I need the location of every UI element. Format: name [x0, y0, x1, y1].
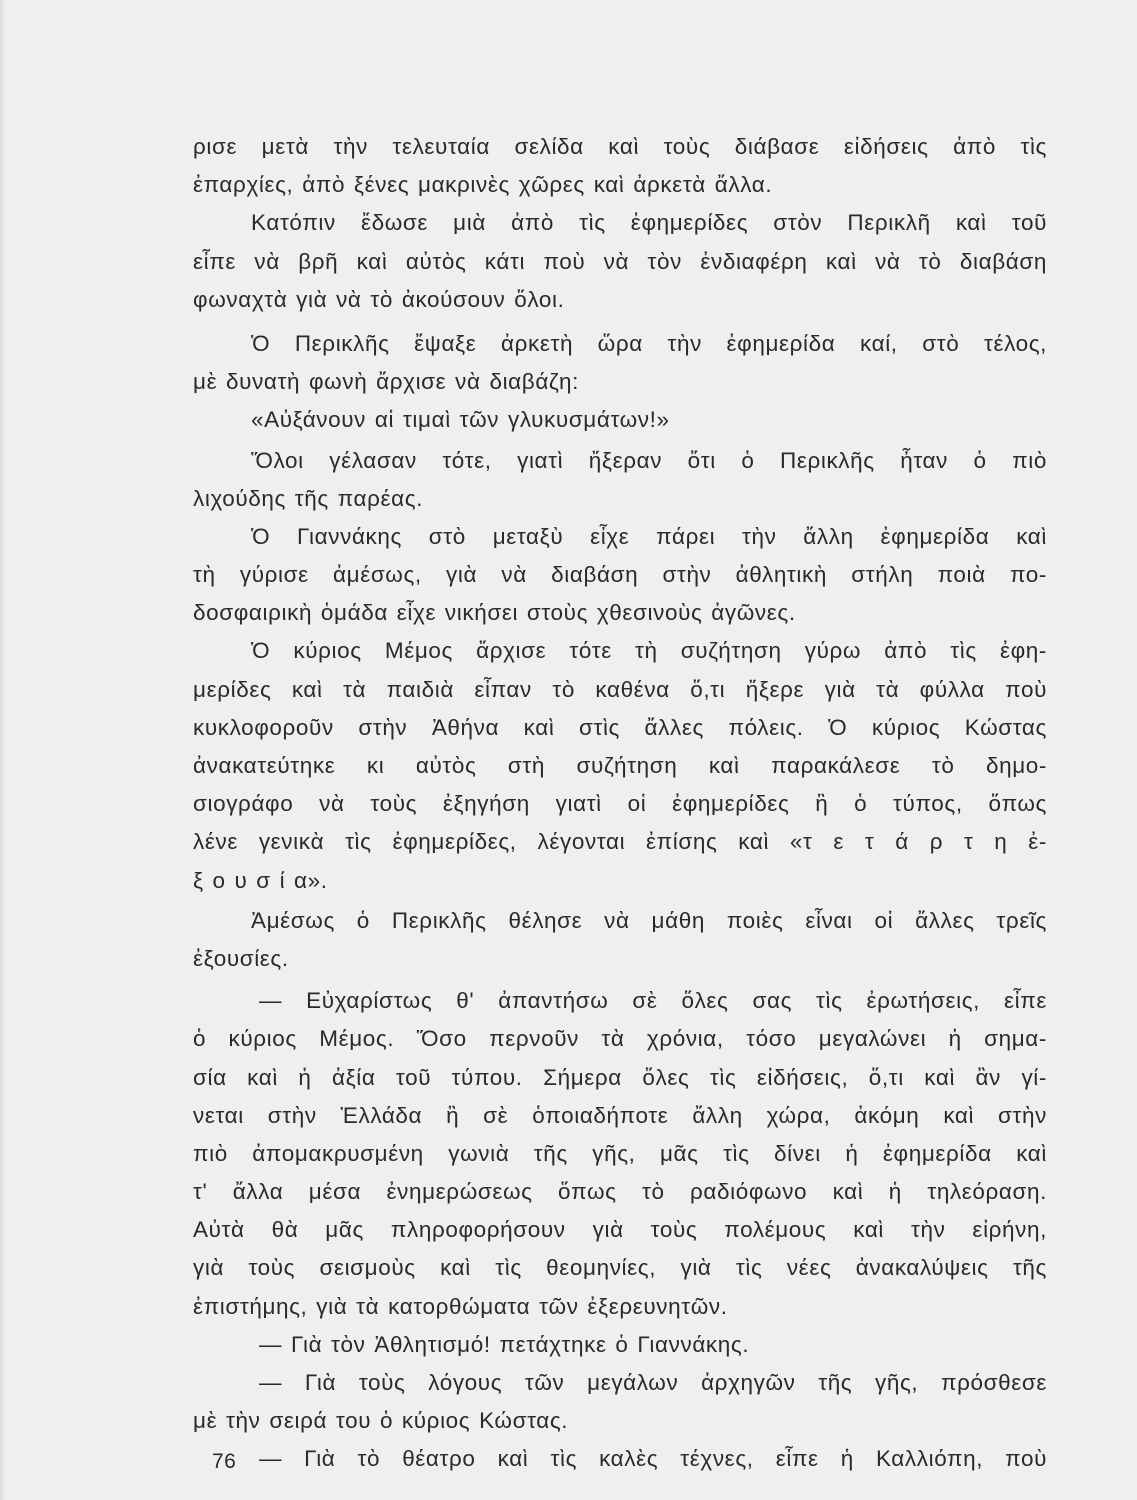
text-line: εἶπε νὰ βρῆ καὶ αὐτὸς κάτι ποὺ νὰ τὸν ἐνδιαφέρη καὶ νὰ τὸ διαβάση: [193, 248, 1047, 274]
body-text: [193, 128, 1047, 1479]
text-line: — Εὐχαρίστως θ' ἀπαντήσω σὲ ὅλες σας τὶς ἐρωτήσεις, εἶπε: [259, 988, 1047, 1014]
text-line: μὲ δυνατὴ φωνὴ ἄρχισε νὰ διαβάζη:: [193, 369, 580, 395]
text-line: σία καὶ ἡ ἀξία τοῦ τύπου. Σήμερα ὅλες τὶς εἰδήσεις, ὅ,τι καὶ ἂν γί-: [193, 1064, 1047, 1090]
text-line: πιὸ ἀπομακρυσμένη γωνιὰ τῆς γῆς, μᾶς τὶς δίνει ἡ ἐφημερίδα καὶ: [193, 1140, 1047, 1166]
text-line: — Γιὰ τοὺς λόγους τῶν μεγάλων ἀρχηγῶν τῆς γῆς, πρόσθεσε: [259, 1370, 1047, 1395]
text-line: Ἀμέσως ὁ Περικλῆς θέλησε νὰ μάθη ποιὲς εἶναι οἱ ἄλλες τρεῖς: [251, 907, 1047, 933]
text-line: φωναχτὰ γιὰ νὰ τὸ ἀκούσουν ὅλοι.: [193, 286, 565, 312]
text-line: λιχούδης τῆς παρέας.: [193, 485, 424, 511]
text-line: ἐξουσίες.: [193, 945, 289, 971]
text-line: ρισε μετὰ τὴν τελευταία σελίδα καὶ τοὺς διάβασε εἰδήσεις ἀπὸ τὶς: [193, 134, 1047, 159]
text-line: Ὁ κύριος Μέμος ἄρχισε τότε τὴ συζήτηση γύρω ἀπὸ τὶς ἐφη-: [251, 638, 1047, 664]
text-line: κυκλοφοροῦν στὴν Ἀθήνα καὶ στὶς ἄλλες πόλεις. Ὁ κύριος Κώστας: [193, 714, 1047, 740]
text-line: Κατόπιν ἔδωσε μιὰ ἀπὸ τὶς ἐφημερίδες στὸν Περικλῆ καὶ τοῦ: [251, 210, 1047, 236]
text-line: μὲ τὴν σειρά του ὁ κύριος Κώστας.: [193, 1408, 569, 1434]
text-line: γιὰ τοὺς σεισμοὺς καὶ τὶς θεομηνίες, γιὰ τὶς νέες ἀνακαλύψεις τῆς: [193, 1255, 1047, 1281]
page-number: 76: [212, 1450, 237, 1473]
text-line: δοσφαιρικὴ ὁμάδα εἶχε νικήσει στοὺς χθεσινοὺς ἀγῶνες.: [193, 600, 796, 626]
text-line: — Γιὰ τὸν Ἀθλητισμό! πετάχτηκε ὁ Γιαννάκης.: [259, 1331, 750, 1357]
text-line: Ὅλοι γέλασαν τότε, γιατὶ ἤξεραν ὅτι ὁ Περικλῆς ἦταν ὁ πιὸ: [251, 447, 1047, 473]
text-line: — Γιὰ τὸ θέατρο καὶ τὶς καλὲς τέχνες, εἶπε ἡ Καλλιόπη, ποὺ: [259, 1446, 1047, 1472]
quoted-headline: «Αὐξάνουν αἱ τιμαὶ τῶν γλυκυσμάτων!»: [251, 407, 670, 433]
text-line: τ' ἄλλα μέσα ἐνημερώσεως ὅπως τὸ ραδιόφωνο καὶ ἡ τηλεόραση.: [193, 1179, 1047, 1205]
text-line: Ὁ Περικλῆς ἔψαξε ἀρκετὴ ὥρα τὴν ἐφημερίδα καί, στὸ τέλος,: [251, 330, 1047, 356]
text-line: ἀνακατεύτηκε κι αὐτὸς στὴ συζήτηση καὶ παρακάλεσε τὸ δημο-: [193, 753, 1047, 778]
text-line: ἐπιστήμης, γιὰ τὰ κατορθώματα τῶν ἐξερευνητῶν.: [193, 1293, 728, 1319]
text-line: ξ ο υ σ ί α».: [193, 867, 328, 893]
text-line: ὁ κύριος Μέμος. Ὅσο περνοῦν τὰ χρόνια, τόσο μεγαλώνει ἡ σημα-: [193, 1026, 1047, 1052]
text-line: σιογράφο νὰ τοὺς ἐξηγήση γιατὶ οἱ ἐφημερίδες ἢ ὁ τύπος, ὅπως: [193, 791, 1047, 817]
text-line: μερίδες καὶ τὰ παιδιὰ εἶπαν τὸ καθένα ὅ,τι ἤξερε γιὰ τὰ φύλλα ποὺ: [193, 676, 1047, 702]
text-line: Αὐτὰ θὰ μᾶς πληροφορήσουν γιὰ τοὺς πολέμους καὶ τὴν εἰρήνη,: [193, 1217, 1047, 1243]
text-line: τὴ γύρισε ἀμέσως, γιὰ νὰ διαβάση στὴν ἀθλητικὴ στήλη ποιὰ πο-: [193, 562, 1047, 588]
page-edge-shadow: [0, 0, 6, 1500]
text-line: νεται στὴν Ἑλλάδα ἢ σὲ ὁποιαδήποτε ἄλλη χώρα, ἀκόμη καὶ στὴν: [193, 1102, 1047, 1128]
text-line: λένε γενικὰ τὶς ἐφημερίδες, λέγονται ἐπίσης καὶ «τ ε τ ά ρ τ η ἐ-: [193, 829, 1047, 855]
text-line: Ὁ Γιαννάκης στὸ μεταξὺ εἶχε πάρει τὴν ἄλλη ἐφημερίδα καὶ: [251, 523, 1047, 549]
text-line: ἐπαρχίες, ἀπὸ ξένες μακρινὲς χῶρες καὶ ἀρκετὰ ἄλλα.: [193, 172, 773, 198]
